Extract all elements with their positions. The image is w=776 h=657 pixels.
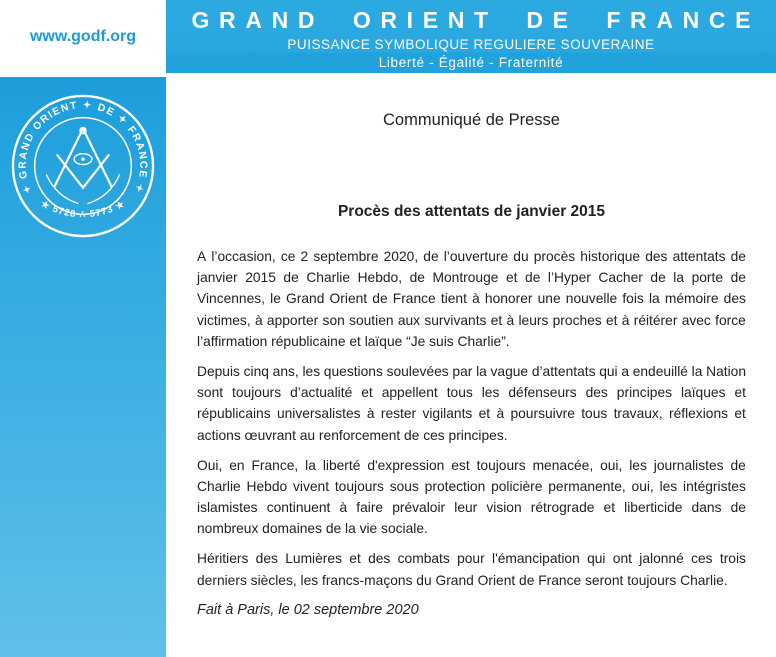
- paragraph: [197, 361, 746, 446]
- laurel-branch-right: [88, 175, 120, 204]
- laurel-branch-left: [46, 175, 78, 204]
- paragraph-line: Héritiers des Lumières et des combats pour l'émancipation qui ont jalonné ces trois: [197, 551, 746, 567]
- eye-pupil: [81, 157, 85, 161]
- paragraph-line: Charlie Hebdo vivent toujours sous protection policière permanente, oui, les intégristes: [197, 478, 746, 494]
- press-release-heading: Procès des attentats de janvier 2015: [337, 203, 606, 220]
- seal-inner-ring: [35, 118, 132, 215]
- press-body: [197, 246, 746, 591]
- paragraph: [197, 455, 746, 540]
- website-url: www.godf.org: [29, 27, 137, 45]
- paragraph-line: l’affirmation républicaine et laïque “Je suis Charlie”.: [197, 333, 510, 349]
- letterhead-header: [0, 0, 776, 73]
- document-content: [166, 77, 776, 657]
- letterhead-banner: [166, 0, 776, 73]
- paragraph-line: Vincennes, le Grand Orient de France tient à honorer une nouvelle fois la mémoire des: [197, 291, 746, 307]
- paragraph-line: A l’occasion, ce 2 septembre 2020, de l’ouverture du procès historique des attentats de: [197, 249, 746, 264]
- seal-date-text: ★ 5728 ∴ 5773 ★: [39, 198, 127, 220]
- masonic-seal-icon: [9, 92, 157, 240]
- paragraph-line: Oui, en France, la liberté d'expression est toujours menacée, oui, les journalistes de: [197, 457, 746, 473]
- organization-subtitle: PUISSANCE SYMBOLIQUE REGULIERE SOUVERAINE: [287, 37, 655, 52]
- seal-ring-text: ✦ GRAND ORIENT ✦ DE ✦ FRANCE ✦: [17, 100, 149, 196]
- blue-sidebar: [0, 77, 166, 657]
- paragraph-line: janvier 2015 de Charlie Hebdo, de Montrouge et de l’Hyper Cacher de la porte de: [197, 270, 746, 286]
- page-body: [0, 77, 776, 657]
- paragraph-line: républicains universalistes à rester vigilants et à poursuivre tous travaux, réflexions et: [197, 406, 746, 422]
- organization-title: GRAND ORIENT DE FRANCE: [191, 7, 761, 33]
- paragraph-line: sont toujours d’actualité et appellent tous les défenseurs des principes laïques et: [197, 385, 746, 401]
- paragraph-line: victimes, à apporter son soutien aux survivants et à leurs proches et à réitérer avec force: [197, 312, 746, 328]
- paragraph-line: actions œuvrant au renforcement de ces principes.: [197, 427, 508, 443]
- document-type-title: Communiqué de Presse: [382, 111, 560, 129]
- motto-strip: Liberté - Égalité - Fraternité: [166, 53, 776, 73]
- paragraph: [197, 548, 746, 590]
- paragraph-line: islamistes continuent à faire prévaloir leur vision rétrograde et liberticide dans de: [197, 500, 746, 516]
- paragraph: [197, 246, 746, 352]
- paragraph-line: Depuis cinq ans, les questions soulevées par la vague d’attentats qui a endeuillé la Nation: [197, 363, 746, 379]
- dateline: Fait à Paris, le 02 septembre 2020: [197, 601, 419, 618]
- website-box: [0, 0, 166, 73]
- paragraph-line: derniers siècles, les francs-maçons du Grand Orient de France seront toujours Charlie.: [197, 572, 728, 588]
- paragraph-line: nombreux domaines de la vie sociale.: [197, 521, 428, 537]
